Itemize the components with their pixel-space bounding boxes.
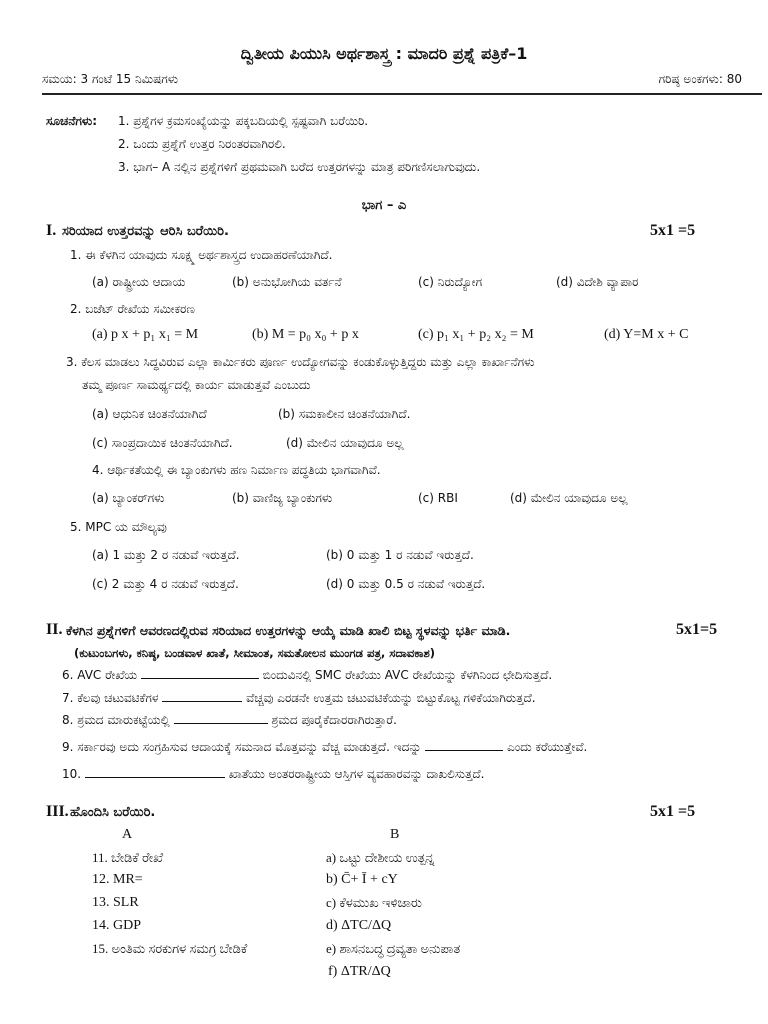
page-title: ದ್ವಿತೀಯ ಪಿಯುಸಿ ಅರ್ಥಶಾಸ್ತ್ರ : ಮಾದರಿ ಪ್ರಶ್ನೆ ಪತ್ರಿಕೆ–1 <box>240 44 528 63</box>
section-3-heading: ಹೊಂದಿಸಿ ಬರೆಯಿರಿ. <box>70 805 156 820</box>
section-1-number: I. <box>46 222 57 239</box>
fill-question-10 <box>62 767 484 782</box>
question-3-line-1: 3. ಕೆಲಸ ಮಾಡಲು ಸಿದ್ಧವಿರುವ ಎಲ್ಲಾ ಕಾರ್ಮಿಕರು ಪೂರ್ಣ ಉದ್ಯೋಗವನ್ನು ಕಂಡುಕೊಳ್ಳುತ್ತಿದ್ದರು ಮತ್ತು ಎಲ್ಲಾ ಕಾರ್ಖಾನೆಗಳು <box>66 355 535 369</box>
part-a-heading: ಭಾಗ – ಎ <box>361 198 407 213</box>
q7-prefix: 7. ಕೆಲವು ಚಟುವಟಿಕೆಗಳ <box>62 691 159 705</box>
section-3-marks: 5x1 =5 <box>650 803 696 820</box>
q10-blank <box>85 769 225 778</box>
time-label: ಸಮಯ: 3 ಗಂಟೆ 15 ನಿಮಿಷಗಳು <box>42 72 179 86</box>
q3-option-a: (a) ಆಧುನಿಕ ಚಿಂತನೆಯಾಗಿದೆ <box>92 407 207 421</box>
q4-option-d: (d) ಮೇಲಿನ ಯಾವುದೂ ಅಲ್ಲ <box>510 491 628 505</box>
question-3-line-2: ತಮ್ಮ ಪೂರ್ಣ ಸಾಮರ್ಥ್ಯದಲ್ಲಿ ಕಾರ್ಯ ಮಾಡುತ್ತವೆ ಎಂಬುದು <box>82 378 311 392</box>
match-b-b: b) C̄+ Ī + cY <box>326 872 398 887</box>
q1-option-b: (b) ಅನುಭೋಗಿಯ ವರ್ತನೆ <box>232 275 342 289</box>
q8-suffix: ಶ್ರಮದ ಪೂರೈಕೆದಾರರಾಗಿರುತ್ತಾರೆ. <box>271 713 397 727</box>
question-4: 4. ಆರ್ಥಿಕತೆಯಲ್ಲಿ ಈ ಬ್ಯಾಂಕುಗಳು ಹಣ ನಿರ್ಮಾಣ ಪದ್ಧತಿಯ ಭಾಗವಾಗಿವೆ. <box>92 463 381 477</box>
section-1-heading: ಸರಿಯಾದ ಉತ್ತರವನ್ನು ಆರಿಸಿ ಬರೆಯಿರಿ. <box>62 224 229 239</box>
section-1-marks: 5x1 =5 <box>650 222 696 239</box>
fill-question-8 <box>62 713 397 728</box>
match-b-f: f) ΔTR/ΔQ <box>328 964 391 979</box>
match-b-d: d) ΔTC/ΔQ <box>326 918 392 933</box>
q5-option-c: (c) 2 ಮತ್ತು 4 ರ ನಡುವೆ ಇರುತ್ತದೆ. <box>92 577 239 591</box>
fill-question-9 <box>62 740 587 755</box>
q10-suffix: ಖಾತೆಯು ಅಂತರರಾಷ್ಟ್ರೀಯ ಆಸ್ತಿಗಳ ವ್ಯವಹಾರವನ್ನು ದಾಖಲಿಸುತ್ತದೆ. <box>228 767 485 781</box>
match-a-11: 11. ಬೇಡಿಕೆ ರೇಖೆ <box>92 850 164 865</box>
q6-suffix: ಬಿಂದುವಿನಲ್ಲಿ SMC ರೇಖೆಯು AVC ರೇಖೆಯನ್ನು ಕೆಳಗಿನಿಂದ ಛೇದಿಸುತ್ತದೆ. <box>262 668 553 682</box>
q2-option-b: (b) M = p₀ x₀ + p x <box>252 327 359 342</box>
q7-blank <box>162 693 242 702</box>
fill-question-7 <box>62 691 536 706</box>
match-b-e: e) ಶಾಸನಬದ್ಧ ದ್ರವ್ಯತಾ ಅನುಪಾತ <box>326 941 461 956</box>
match-a-14: 14. GDP <box>92 918 142 933</box>
q1-option-a: (a) ರಾಷ್ಟ್ರೀಯ ಆದಾಯ <box>92 275 186 289</box>
instruction-2: 2. ಒಂದು ಪ್ರಶ್ನೆಗೆ ಉತ್ತರ ನಿರಂತರವಾಗಿರಲಿ. <box>118 137 286 151</box>
fill-question-6 <box>62 668 552 683</box>
q9-prefix: 9. ಸರ್ಕಾರವು ಅದು ಸಂಗ್ರಹಿಸುವ ಆದಾಯಕ್ಕೆ ಸಮನಾದ ಮೊತ್ತವನ್ನು ವೆಚ್ಚ ಮಾಡುತ್ತದೆ. ಇದನ್ನು <box>62 740 422 754</box>
q5-option-b: (b) 0 ಮತ್ತು 1 ರ ನಡುವೆ ಇರುತ್ತದೆ. <box>326 548 474 562</box>
instructions-label: ಸೂಚನೆಗಳು: <box>46 114 97 128</box>
match-a-15: 15. ಅಂತಿಮ ಸರಕುಗಳ ಸಮಗ್ರ ಬೇಡಿಕೆ <box>92 941 248 956</box>
section-3-number: III. <box>46 803 69 820</box>
column-b-heading: B <box>390 827 400 842</box>
section-2-number: II. <box>46 621 63 638</box>
section-2-options: (ಕುಟುಂಬಗಳು, ಕನಿಷ್ಠ, ಬಂಡವಾಳ ಖಾತೆ, ಸೀಮಾಂತ, ಸಮತೋಲನ ಮುಂಗಡ ಪತ್ರ, ಸದಾವಕಾಶ) <box>74 646 436 660</box>
question-5: 5. MPC ಯ ಮೌಲ್ಯವು <box>70 520 167 534</box>
match-b-c: c) ಕೆಳಮುಖ ಇಳಿಜಾರು <box>326 895 422 910</box>
instruction-1: 1. ಪ್ರಶ್ನೆಗಳ ಕ್ರಮಸಂಖ್ಯೆಯನ್ನು ಪಕ್ಕಬದಿಯಲ್ಲಿ ಸ್ಪಷ್ಟವಾಗಿ ಬರೆಯಿರಿ. <box>118 114 369 128</box>
match-a-12: 12. MR= <box>92 872 143 887</box>
q6-prefix: 6. AVC ರೇಖೆಯ <box>62 668 138 682</box>
column-a-heading: A <box>122 827 133 842</box>
q5-option-d: (d) 0 ಮತ್ತು 0.5 ರ ನಡುವೆ ಇರುತ್ತದೆ. <box>326 577 486 591</box>
q8-prefix: 8. ಶ್ರಮದ ಮಾರುಕಟ್ಟೆಯಲ್ಲಿ <box>62 713 170 727</box>
q1-option-c: (c) ನಿರುದ್ಯೋಗ <box>418 275 483 289</box>
q4-option-b: (b) ವಾಣಿಜ್ಯ ಬ್ಯಾಂಕುಗಳು <box>232 491 333 505</box>
q4-option-a: (a) ಬ್ಯಾಂಕರ್‌ಗಳು <box>92 491 165 505</box>
match-b-a: a) ಒಟ್ಟು ದೇಶೀಯ ಉತ್ಪನ್ನ <box>326 850 435 865</box>
q6-blank <box>141 670 259 679</box>
q3-option-c: (c) ಸಾಂಪ್ರದಾಯಿಕ ಚಿಂತನೆಯಾಗಿದೆ. <box>92 436 233 450</box>
q3-option-d: (d) ಮೇಲಿನ ಯಾವುದೂ ಅಲ್ಲ <box>286 436 404 450</box>
q9-blank <box>425 742 503 751</box>
q2-option-a: (a) p x + p₁ x₁ = M <box>92 327 199 342</box>
match-a-13: 13. SLR <box>92 895 139 910</box>
q10-prefix: 10. <box>62 767 82 781</box>
q3-option-b: (b) ಸಮಕಾಲೀನ ಚಿಂತನೆಯಾಗಿದೆ. <box>278 407 411 421</box>
question-1: 1. ಈ ಕೆಳಗಿನ ಯಾವುದು ಸೂಕ್ಷ್ಮ ಅರ್ಥಶಾಸ್ತ್ರದ ಉದಾಹರಣೆಯಾಗಿದೆ. <box>70 248 333 262</box>
max-marks-label: ಗರಿಷ್ಠ ಅಂಕಗಳು: 80 <box>658 72 742 86</box>
instruction-3: 3. ಭಾಗ– A ನಲ್ಲಿನ ಪ್ರಶ್ನೆಗಳಿಗೆ ಪ್ರಥಮವಾಗಿ ಬರೆದ ಉತ್ತರಗಳನ್ನು ಮಾತ್ರ ಪರಿಗಣಿಸಲಾಗುವುದು. <box>118 160 481 174</box>
q2-option-d: (d) Y=M x + C <box>604 327 689 342</box>
q8-blank <box>174 715 268 724</box>
section-2-heading: ಕೆಳಗಿನ ಪ್ರಶ್ನೆಗಳಿಗೆ ಆವರಣದಲ್ಲಿರುವ ಸರಿಯಾದ ಉತ್ತರಗಳನ್ನು ಆಯ್ಕೆ ಮಾಡಿ ಖಾಲಿ ಬಿಟ್ಟ ಸ್ಥಳವನ್ನು ಭರ್ತಿ ಮಾಡಿ. <box>66 623 511 638</box>
section-2-marks: 5x1=5 <box>676 621 718 638</box>
question-2: 2. ಬಜೆಟ್ ರೇಖೆಯ ಸಮೀಕರಣ <box>70 302 195 316</box>
q5-option-a: (a) 1 ಮತ್ತು 2 ರ ನಡುವೆ ಇರುತ್ತದೆ. <box>92 548 240 562</box>
q9-suffix: ಎಂದು ಕರೆಯುತ್ತೇವೆ. <box>507 740 588 754</box>
q1-option-d: (d) ವಿದೇಶಿ ವ್ಯಾಪಾರ <box>556 275 639 289</box>
header-divider <box>42 93 762 95</box>
q4-option-c: (c) RBI <box>418 491 458 505</box>
q2-option-c: (c) p₁ x₁ + p₂ x₂ = M <box>418 327 534 342</box>
q7-suffix: ವೆಚ್ಚವು ಎರಡನೇ ಉತ್ತಮ ಚಟುವಟಿಕೆಯನ್ನು ಬಿಟ್ಟುಕೊಟ್ಟ ಗಳಿಕೆಯಾಗಿರುತ್ತದೆ. <box>246 691 536 705</box>
